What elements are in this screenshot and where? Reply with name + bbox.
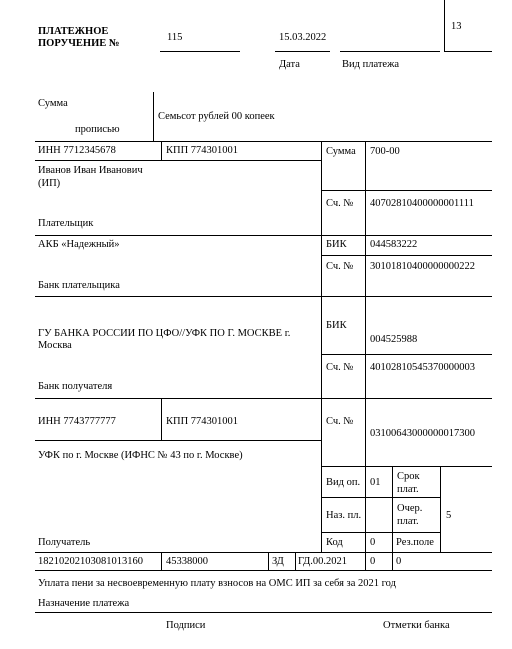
sum-line: [321, 190, 492, 191]
purpose-code-label: Наз. пл.: [326, 510, 362, 521]
payee-bank-corr-account: 40102810545370000003: [370, 362, 475, 373]
payee-role-label: Получатель: [38, 537, 91, 548]
row-line-1: [35, 141, 492, 142]
term-label-line2: плат.: [397, 484, 419, 495]
payee-bank-name: ГУ БАНКА РОССИИ ПО ЦФО//УФК ПО Г. МОСКВЕ г. Москва: [38, 328, 291, 351]
value-divider-b: [365, 235, 366, 296]
payer-bank-name: АКБ «Надежный»: [38, 239, 120, 250]
payer-role-label: Плательщик: [38, 218, 94, 229]
tax-doc-number: 0: [370, 556, 376, 567]
amount-words-label-line1: Сумма: [38, 98, 68, 109]
payment-purpose-label: Назначение платежа: [38, 598, 130, 609]
payee-bank-bik-label: БИК: [326, 320, 347, 331]
term-label-line1: Срок: [397, 471, 420, 482]
tax-divider-2: [268, 552, 269, 570]
main-divider-a: [321, 141, 322, 235]
payer-bank-bik-label: БИК: [326, 239, 347, 250]
main-divider-d: [321, 398, 322, 552]
bik-line-1: [321, 255, 492, 256]
queue-label-line1: Очер.: [397, 503, 423, 514]
tax-basis: ЗД: [272, 556, 284, 567]
payee-bank-role-label: Банк получателя: [38, 381, 113, 392]
row-line-2: [35, 235, 492, 236]
term-column-left: [392, 466, 393, 552]
amount-words-value: Семьсот рублей 00 копеек: [158, 111, 275, 122]
row-line-5: [35, 552, 492, 553]
date-underline: [275, 51, 330, 52]
payee-inn-divider: [161, 398, 162, 440]
tax-divider-1: [161, 552, 162, 570]
payee-kpp: КПП 774301001: [166, 416, 239, 427]
payer-bank-bik: 044583222: [370, 239, 418, 250]
payer-name-line2: (ИП): [38, 178, 61, 189]
payer-name-line1: Иванов Иван Иванович: [38, 165, 143, 176]
tax-divider-4: [365, 552, 366, 570]
payer-inn: ИНН 7712345678: [38, 145, 116, 156]
queue-label-line2: плат.: [397, 516, 419, 527]
amount-words-label-line2: прописью: [75, 124, 120, 135]
signatures-label: Подписи: [166, 620, 206, 631]
tax-oktmo: 45338000: [166, 556, 208, 567]
tax-divider-3: [295, 552, 296, 570]
form-code-box-bottom: [444, 51, 492, 52]
payment-type-label: Вид платежа: [342, 59, 400, 70]
bik-line-2: [321, 354, 492, 355]
bank-marks-label: Отметки банка: [383, 620, 450, 631]
payee-inn: ИНН 7743777777: [38, 416, 116, 427]
value-divider-c: [365, 296, 366, 398]
payee-inn-line: [35, 440, 321, 441]
code-label: Код: [326, 537, 343, 548]
payer-account-label: Сч. №: [326, 198, 354, 209]
date-label: Дата: [279, 59, 300, 70]
amount-words-divider: [153, 92, 154, 141]
form-code: 13: [451, 21, 462, 32]
purpose-code-line: [321, 532, 440, 533]
form-title-line2: ПОРУЧЕНИЕ №: [38, 38, 120, 49]
payee-account-line: [321, 466, 492, 467]
op-type-label: Вид оп.: [326, 477, 361, 488]
main-divider-c: [321, 296, 322, 398]
row-line-3: [35, 296, 492, 297]
payer-bank-corr-label: Сч. №: [326, 261, 354, 272]
payer-bank-role-label: Банк плательщика: [38, 280, 120, 291]
number-underline: [160, 51, 240, 52]
tax-divider-5: [392, 552, 393, 570]
order-date: 15.03.2022: [279, 32, 327, 43]
order-number: 115: [167, 32, 183, 43]
tax-period: ГД.00.2021: [298, 556, 348, 567]
reserve-field-label: Рез.поле: [396, 537, 434, 548]
tax-doc-date: 0: [396, 556, 402, 567]
payer-bank-corr-account: 30101810400000000222: [370, 261, 475, 272]
row-line-7: [35, 612, 492, 613]
op-type-line: [321, 497, 440, 498]
inn-kpp-line: [35, 160, 321, 161]
payee-account: 03100643000000017300: [370, 428, 475, 439]
queue-value: 5: [446, 510, 452, 521]
op-type-value: 01: [370, 477, 381, 488]
payment-type-underline: [340, 51, 440, 52]
value-divider-d: [365, 398, 366, 552]
payment-purpose-text: Уплата пени за несвоевременную плату взносов на ОМС ИП за себя за 2021 год: [38, 578, 396, 589]
row-line-4: [35, 398, 492, 399]
sum-label: Сумма: [326, 146, 356, 157]
payer-account: 40702810400000001111: [370, 198, 474, 209]
form-title-line1: ПЛАТЕЖНОЕ: [38, 26, 109, 37]
payee-name: УФК по г. Москве (ИФНС № 43 по г. Москве): [38, 450, 243, 461]
payee-bank-bik: 004525988: [370, 334, 418, 345]
inn-kpp-divider: [161, 141, 162, 160]
code-value: 0: [370, 537, 376, 548]
tax-kbk: 18210202103081013160: [38, 556, 143, 567]
payee-bank-corr-label: Сч. №: [326, 362, 354, 373]
payer-kpp: КПП 774301001: [166, 145, 239, 156]
value-divider-a: [365, 141, 366, 235]
form-code-box-left: [444, 0, 445, 51]
sum-value: 700-00: [370, 146, 400, 157]
main-divider-b: [321, 235, 322, 296]
row-line-6: [35, 570, 492, 571]
payee-account-label: Сч. №: [326, 416, 354, 427]
term-column-right: [440, 466, 441, 552]
